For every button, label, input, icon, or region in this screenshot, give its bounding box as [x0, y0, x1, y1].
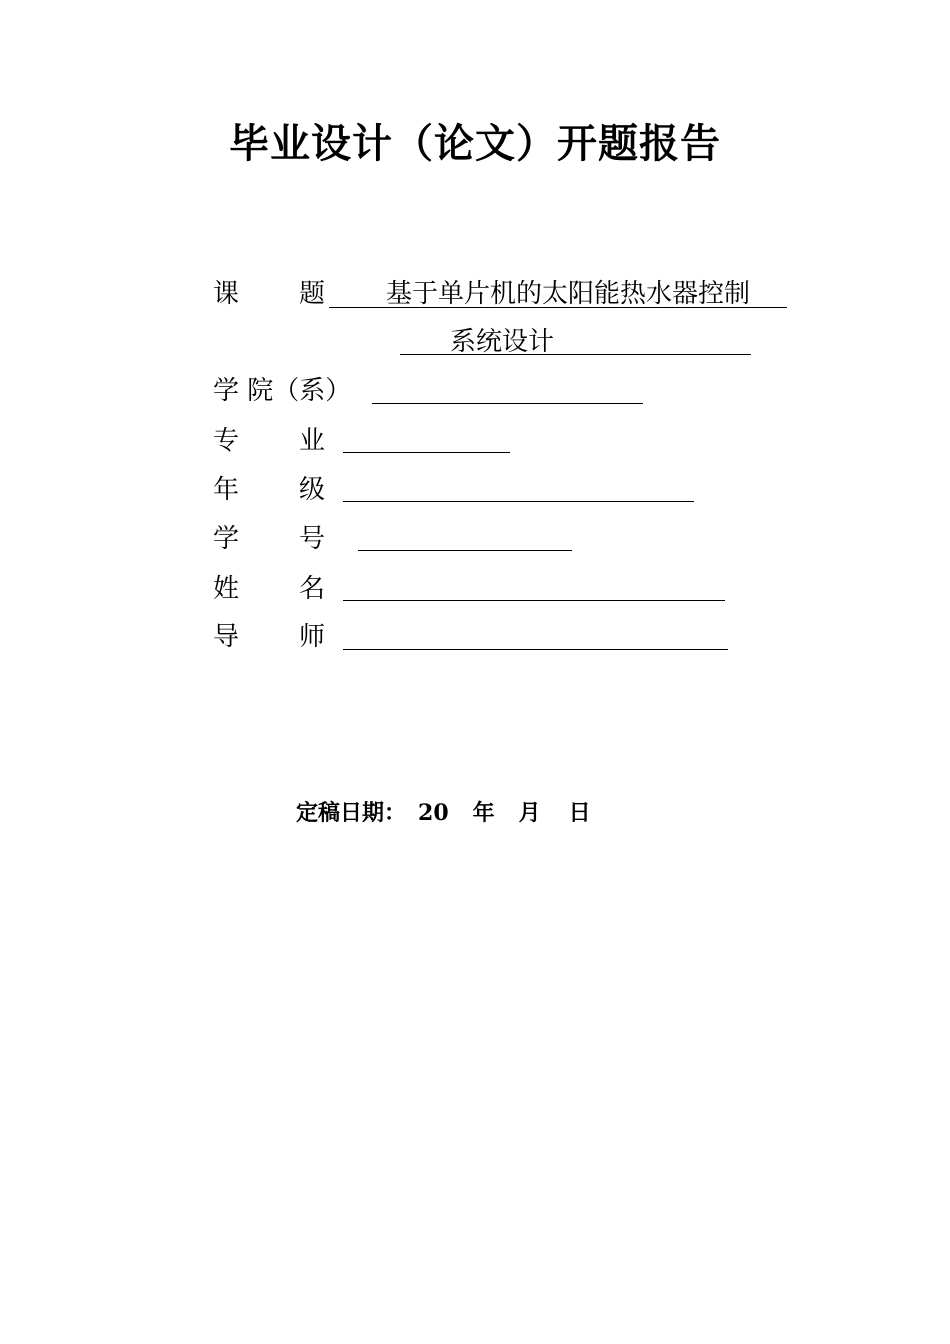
date-label: 定稿日期：: [296, 800, 407, 826]
major-label-char-1: 专: [213, 426, 240, 456]
advisor-label-char-1: 导: [213, 622, 240, 652]
date-day-unit: 日: [568, 800, 591, 826]
student-id-label-char-2: 号: [299, 524, 326, 554]
major-field[interactable]: [343, 452, 510, 453]
college-label: 学 院（系）: [213, 376, 352, 406]
date-month-unit: 月: [518, 800, 541, 826]
grade-label-char-1: 年: [213, 475, 240, 505]
finalized-date-row: [296, 798, 591, 828]
name-field[interactable]: [343, 600, 725, 601]
advisor-field[interactable]: [343, 649, 728, 650]
topic-value-line-1: 基于单片机的太阳能热水器控制: [386, 279, 751, 309]
topic-value-line-2: 系统设计: [450, 327, 555, 357]
grade-label-char-2: 级: [299, 475, 326, 505]
student-id-label-char-1: 学: [213, 524, 240, 554]
name-label-char-1: 姓: [213, 574, 240, 604]
major-label-char-2: 业: [299, 426, 326, 456]
topic-label-char-2: 题: [299, 279, 326, 309]
advisor-label-char-2: 师: [299, 622, 326, 652]
page-title: 毕业设计（论文）开题报告: [229, 121, 721, 167]
topic-label-char-1: 课: [213, 279, 240, 309]
date-year-prefix: 20: [418, 800, 449, 826]
name-label-char-2: 名: [299, 574, 326, 604]
grade-field[interactable]: [343, 501, 694, 502]
date-year-unit: 年: [472, 800, 495, 826]
college-field[interactable]: [372, 403, 643, 404]
student-id-field[interactable]: [358, 550, 572, 551]
